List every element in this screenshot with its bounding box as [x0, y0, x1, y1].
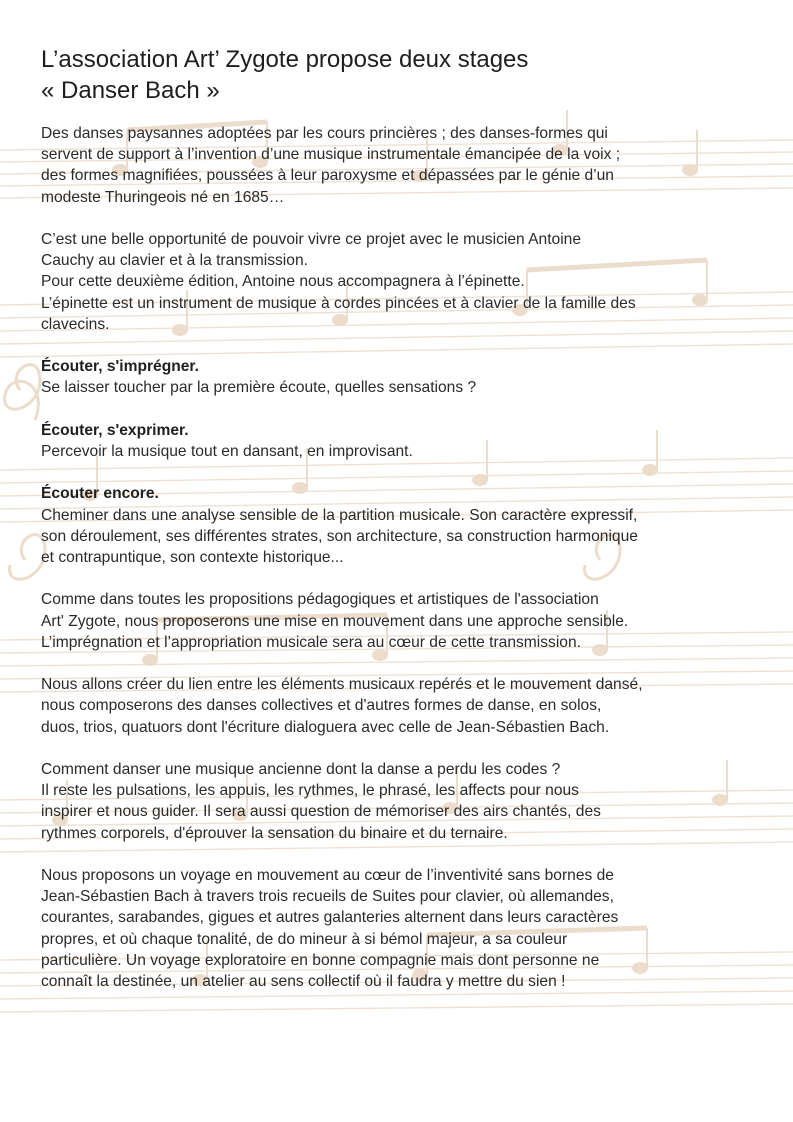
title-line: L’association Art’ Zygote propose deux stages	[41, 46, 529, 73]
text-line: Nous allons créer du lien entre les éléments musicaux repérés et le mouvement dansé,	[41, 676, 643, 694]
text-line: Art' Zygote, nous proposerons une mise en mouvement dans une approche sensible.	[41, 612, 629, 630]
text-line: duos, trios, quatuors dont l'écriture dialoguera avec celle de Jean-Sébastien Bach.	[41, 718, 610, 736]
text-line: L’imprégnation et l’appropriation musicale sera au cœur de cette transmission.	[41, 633, 581, 651]
text-line: courantes, sarabandes, gigues et autres galanteries alternent dans leurs caractères	[41, 909, 619, 927]
text-line: particulière. Un voyage exploratoire en bonne compagnie mais dont personne ne	[41, 951, 600, 969]
title-line: « Danser Bach »	[41, 77, 220, 104]
text-line: Des danses paysannes adoptées par les cours princières ; des danses-formes qui	[41, 125, 608, 142]
paragraph-opportunity	[41, 229, 776, 335]
text-line: L’épinette est un instrument de musique à cordes pincées et à clavier de la famille des	[41, 294, 636, 312]
paragraph-intro	[41, 123, 776, 208]
text-line: Comment danser une musique ancienne dont la danse a perdu les codes ?	[41, 760, 561, 778]
text-line: clavecins.	[41, 315, 110, 333]
paragraph-pedagogy	[41, 589, 776, 653]
text-line: son déroulement, ses différentes strates, son architecture, sa construction harmonique	[41, 527, 638, 545]
text-line: Comme dans toutes les propositions pédagogiques et artistiques de l'association	[41, 591, 599, 609]
text-line: et contrapuntique, son contexte historique...	[41, 549, 344, 566]
section-heading: Écouter encore.	[41, 485, 159, 503]
text-line: propres, et où chaque tonalité, de do mineur à si bémol majeur, a sa couleur	[41, 930, 568, 948]
text-line: Pour cette deuxième édition, Antoine nous accompagnera à l’épinette.	[41, 273, 525, 291]
paragraph-ecouter-encore	[41, 483, 776, 568]
section-heading: Écouter, s'exprimer.	[41, 421, 189, 439]
text-line: modeste Thuringeois né en 1685…	[41, 188, 285, 206]
text-line: Cauchy au clavier et à la transmission.	[41, 252, 308, 270]
text-line: Se laisser toucher par la première écoute, quelles sensations ?	[41, 379, 477, 397]
document-body	[41, 44, 776, 1013]
text-line: rythmes corporels, d'éprouver la sensation du binaire et du ternaire.	[41, 824, 508, 842]
text-line: Percevoir la musique tout en dansant, en improvisant.	[41, 443, 413, 460]
document-title	[41, 44, 776, 106]
text-line: inspirer et nous guider. Il sera aussi question de mémoriser des airs chantés, des	[41, 803, 601, 821]
text-line: Il reste les pulsations, les appuis, les rythmes, le phrasé, les affects pour nous	[41, 782, 579, 800]
text-line: des formes magnifiées, poussées à leur paroxysme et dépassées par le génie d’un	[41, 167, 614, 185]
paragraph-question	[41, 759, 776, 844]
text-line: nous composerons des danses collectives et d'autres formes de danse, en solos,	[41, 697, 602, 715]
text-line: servent de support à l’invention d’une musique instrumentale émancipée de la voix ;	[41, 146, 621, 164]
text-line: Cheminer dans une analyse sensible de la partition musicale. Son caractère expressif,	[41, 506, 638, 524]
text-line: Nous proposons un voyage en mouvement au cœur de l’inventivité sans bornes de	[41, 866, 614, 884]
paragraph-voyage	[41, 865, 776, 992]
text-line: Jean-Sébastien Bach à travers trois recueils de Suites pour clavier, où allemandes,	[41, 888, 614, 906]
paragraph-ecouter-exprimer	[41, 420, 776, 462]
text-line: connaît la destinée, un atelier au sens collectif où il faudra y mettre du sien !	[41, 973, 566, 990]
section-heading: Écouter, s'imprégner.	[41, 358, 199, 376]
paragraph-creation	[41, 674, 776, 738]
paragraph-ecouter-impregner	[41, 356, 776, 398]
text-line: C’est une belle opportunité de pouvoir vivre ce projet avec le musicien Antoine	[41, 231, 582, 248]
